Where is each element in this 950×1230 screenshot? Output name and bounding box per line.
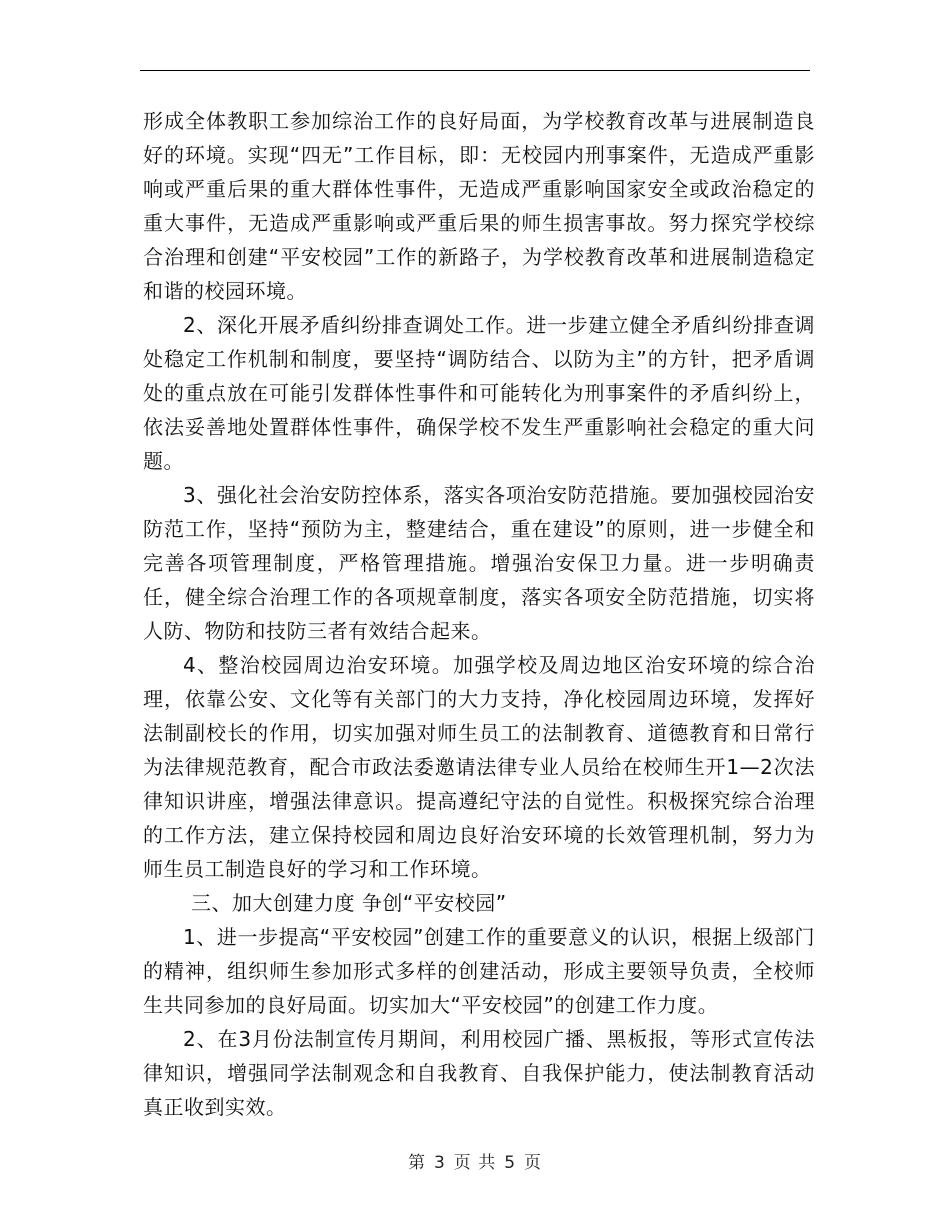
footer-suffix: 页 xyxy=(524,1153,543,1173)
header-rule xyxy=(140,70,810,71)
paragraph-item-4: 4、整治校园周边治安环境。加强学校及周边地区治安环境的综合治理，依靠公安、文化等有关部门的大力支持，净化校园周边环境，发挥好法制副校长的作用，切实加强对师生员工的法制教育、道德教育和日常行为法律规范教育，配合市政法委邀请法律专业人员给在校师生开1—2次法律知识讲座，增强法律意识。提高遵纪守法的自觉性。积极探究综合治理的工作方法，建立保持校园和周边良好治安环境的长效管理机制，努力为师生员工制造良好的学习和工作环境。 xyxy=(143,653,815,881)
footer-total-pages: 5 xyxy=(504,1153,517,1173)
footer-prefix: 第 xyxy=(407,1153,426,1173)
paragraph-section3-item-1: 1、进一步提高“平安校园”创建工作的重要意义的认识，根据上级部门的精神，组织师生参加形式多样的创建活动，形成主要领导负责，全校师生共同参加的良好局面。切实加大“平安校园”的创建工作力度。 xyxy=(143,925,815,1017)
footer-middle: 页 共 xyxy=(453,1153,497,1173)
paragraph-item-3: 3、强化社会治安防控体系，落实各项治安防范措施。要加强校园治安防范工作，坚持“预防为主，整建结合，重在建设”的原则，进一步健全和完善各项管理制度，严格管理措施。增强治安保卫力量。进一步明确责任，健全综合治理工作的各项规章制度，落实各项安全防范措施，切实将人防、物防和技防三者有效结合起来。 xyxy=(143,483,815,643)
paragraph-section3-item-2: 2、在3月份法制宣传月期间，利用校园广播、黑板报，等形式宣传法律知识，增强同学法制观念和自我教育、自我保护能力，使法制教育活动真正收到实效。 xyxy=(143,1027,815,1119)
footer-page-number: 3 xyxy=(433,1153,446,1173)
section-heading-3: 三、加大创建力度 争创“平安校园” xyxy=(191,891,507,915)
paragraph-continuation: 形成全体教职工参加综治工作的良好局面，为学校教育改革与进展制造良好的环境。实现“四无”工作目标，即：无校园内刑事案件，无造成严重影响或严重后果的重大群体性事件，无造成严重影响国家安全或政治稳定的重大事件，无造成严重影响或严重后果的师生损害事故。努力探究学校综合治理和创建“平安校园”工作的新路子，为学校教育改革和进展制造稳定和谐的校园环境。 xyxy=(143,109,815,303)
document-body xyxy=(143,104,815,1124)
paragraph-item-2: 2、深化开展矛盾纠纷排查调处工作。进一步建立健全矛盾纠纷排查调处稳定工作机制和制度，要坚持“调防结合、以防为主”的方针，把矛盾调处的重点放在可能引发群体性事件和可能转化为刑事案件的矛盾纠纷上，依法妥善地处置群体性事件，确保学校不发生严重影响社会稳定的重大问题。 xyxy=(143,313,815,473)
page-footer xyxy=(0,1148,950,1173)
